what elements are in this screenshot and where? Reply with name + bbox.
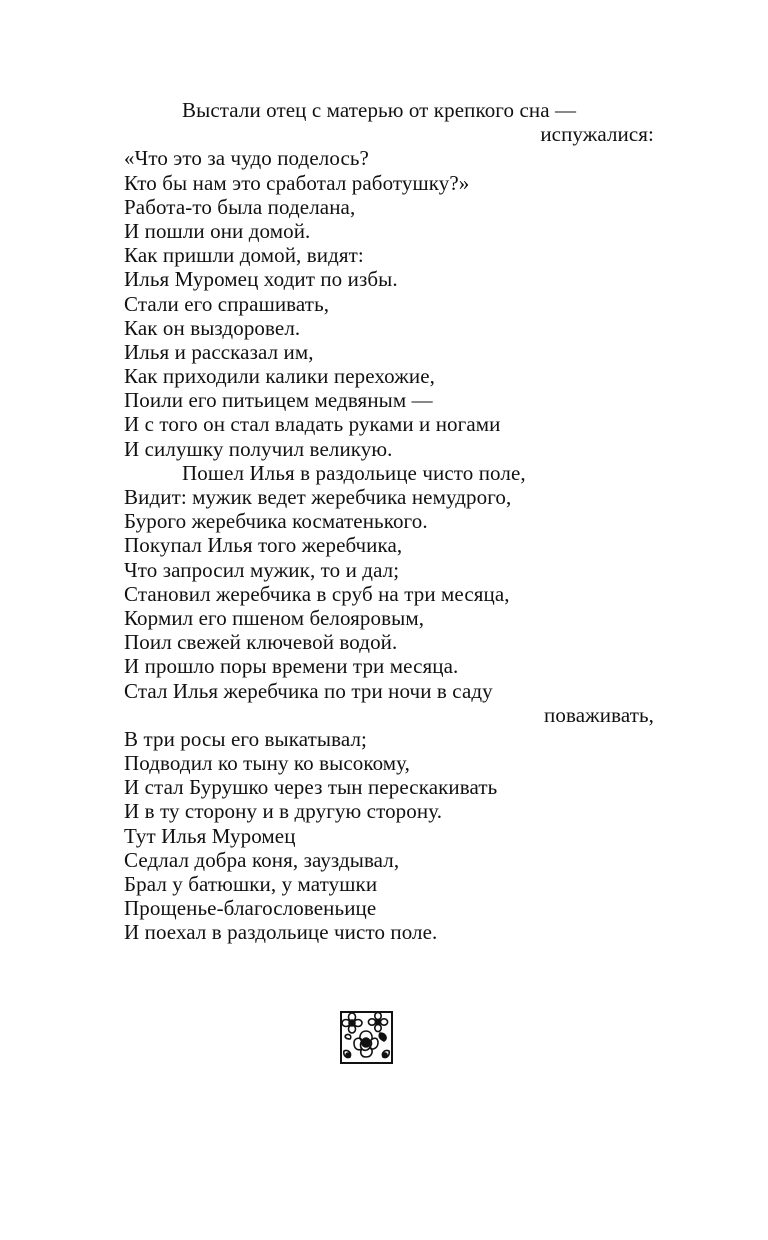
poem-line: Пошел Илья в раздольице чисто поле,	[182, 460, 526, 485]
poem-line: Становил жеребчика в сруб на три месяца,	[124, 581, 510, 606]
poem-text	[124, 98, 664, 945]
poem-line: И силушку получил великую.	[124, 436, 393, 461]
poem-line: Поил свежей ключевой водой.	[124, 630, 398, 655]
poem-line: Как он выздоровел.	[124, 315, 301, 340]
poem-line: Брал у батюшки, у матушки	[124, 872, 378, 896]
poem-line: И поехал в раздольице чисто поле.	[124, 920, 438, 945]
poem-line: Поили его питьицем медвяным —	[124, 388, 433, 413]
poem-line: Стали его спрашивать,	[124, 291, 330, 316]
poem-line: Седлал добра коня, зауздывал,	[124, 847, 400, 872]
poem-line: Тут Илья Муромец	[124, 823, 296, 848]
floral-ornament-icon	[340, 1011, 393, 1064]
poem-line: Прощенье-благословеньице	[124, 896, 377, 921]
poem-line: И стал Бурушко через тын перескакивать	[124, 775, 498, 800]
poem-line: Кто бы нам это сработал работушку?»	[124, 170, 470, 195]
poem-line: Как пришли домой, видят:	[124, 243, 364, 268]
poem-line: Работа-то была поделана,	[124, 194, 356, 219]
poem-line: «Что это за чудо поделось?	[124, 146, 369, 171]
poem-line: И в ту сторону и в другую сторону.	[124, 799, 443, 824]
poem-line-continuation: испужалися:	[540, 122, 654, 147]
poem-line: Илья и рассказал им,	[124, 339, 314, 364]
poem-line: И с того он стал владать руками и ногами	[124, 412, 501, 437]
poem-line: И прошло поры времени три месяца.	[124, 654, 459, 679]
poem-line: Как приходили калики перехожие,	[124, 364, 435, 389]
poem-line: Выстали отец с матерью от крепкого сна —	[182, 98, 577, 122]
poem-line: Покупал Илья того жеребчика,	[124, 533, 403, 558]
poem-line-continuation: поваживать,	[544, 702, 654, 727]
poem-line: И пошли они домой.	[124, 218, 311, 243]
poem-line: Подводил ко тыну ко высокому,	[124, 751, 411, 776]
poem-line: Илья Муромец ходит по избы.	[124, 267, 398, 292]
poem-line: Что запросил мужик, то и дал;	[124, 557, 400, 582]
poem-line: Кормил его пшеном белояровым,	[124, 605, 425, 630]
poem-line: Видит: мужик ведет жеребчика немудрого,	[124, 485, 512, 509]
poem-line: В три росы его выкатывал;	[124, 726, 367, 751]
poem-line: Бурого жеребчика косматенького.	[124, 509, 428, 534]
poem-line: Стал Илья жеребчика по три ночи в саду	[124, 678, 493, 703]
